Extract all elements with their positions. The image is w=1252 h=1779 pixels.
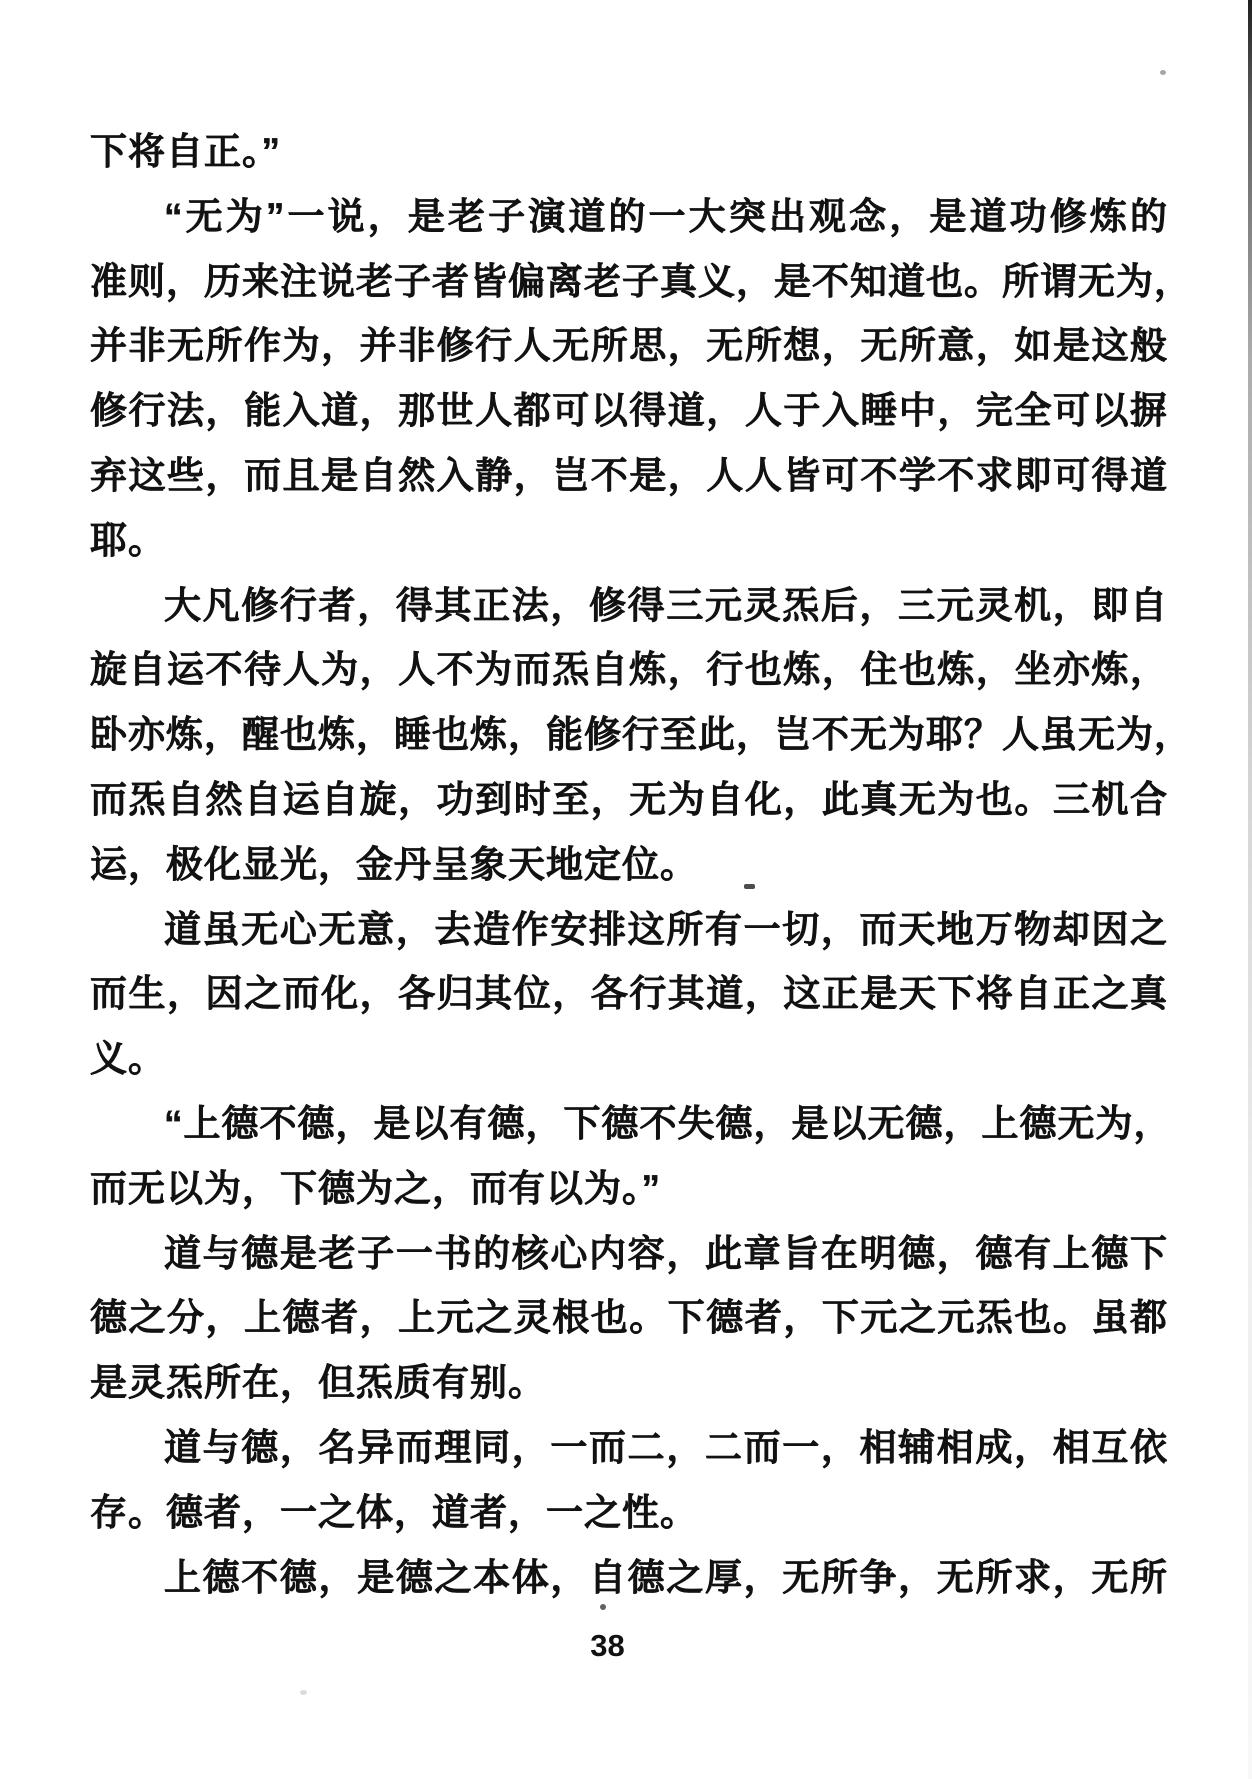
text-line: 道与德是老子一书的核心内容，此章旨在明德，德有上德下 — [164, 1232, 1168, 1274]
text-line: 道虽无心无意，去造作安排这所有一切，而天地万物却因之 — [164, 908, 1168, 950]
text-line: 下将自正。” — [90, 131, 281, 172]
text-line: 而生，因之而化，各归其位，各行其道，这正是天下将自正之真 — [90, 973, 1168, 1015]
text-line: 德之分，上德者，上元之灵根也。下德者，下元之元炁也。虽都 — [90, 1297, 1168, 1339]
text-line: 义。 — [90, 1038, 166, 1080]
scan-speck — [744, 884, 755, 889]
scan-speck — [600, 1604, 606, 1610]
text-line: “上德不德，是以有德，下德不失德，是以无德，上德无为， — [164, 1102, 1172, 1144]
text-line: 上德不德，是德之本体，自德之厚，无所争，无所求，无所 — [164, 1556, 1168, 1598]
text-line: 道与德，名异而理同，一而二，二而一，相辅相成，相互依 — [164, 1426, 1168, 1468]
page-text — [90, 120, 1192, 1610]
text-line: 并非无所作为，并非修行人无所思，无所想，无所意，如是这般 — [90, 325, 1168, 367]
text-line: “无为”一说，是老子演道的一大突出观念，是道功修炼的 — [164, 195, 1168, 237]
scan-edge-shadow — [1248, 0, 1252, 1779]
scan-speck — [1160, 70, 1166, 75]
page-number: 38 — [590, 1628, 625, 1663]
text-line: 是灵炁所在，但炁质有别。 — [90, 1362, 546, 1404]
text-line: 大凡修行者，得其正法，修得三元灵炁后，三元灵机，即自 — [164, 584, 1168, 626]
text-line: 运，极化显光，金丹呈象天地定位。 — [90, 843, 698, 885]
text-line: 而炁自然自运自旋，功到时至，无为自化，此真无为也。三机合 — [90, 778, 1168, 820]
text-line: 存。德者，一之体，道者，一之性。 — [90, 1491, 698, 1533]
text-line: 耶。 — [90, 519, 166, 561]
text-line: 旋自运不待人为，人不为而炁自炼，行也炼，住也炼，坐亦炼， — [90, 649, 1168, 691]
text-line: 准则，历来注说老子者皆偏离老子真义，是不知道也。所谓无为， — [90, 260, 1192, 302]
text-line: 弃这些，而且是自然入静，岂不是，人人皆可不学不求即可得道 — [90, 454, 1168, 496]
text-line: 而无以为，下德为之，而有以为。” — [90, 1167, 661, 1209]
text-line: 卧亦炼，醒也炼，睡也炼，能修行至此，岂不无为耶？人虽无为， — [90, 714, 1192, 756]
text-line: 修行法，能入道，那世人都可以得道，人于入睡中，完全可以摒 — [90, 390, 1168, 432]
scan-speck — [300, 1690, 307, 1695]
